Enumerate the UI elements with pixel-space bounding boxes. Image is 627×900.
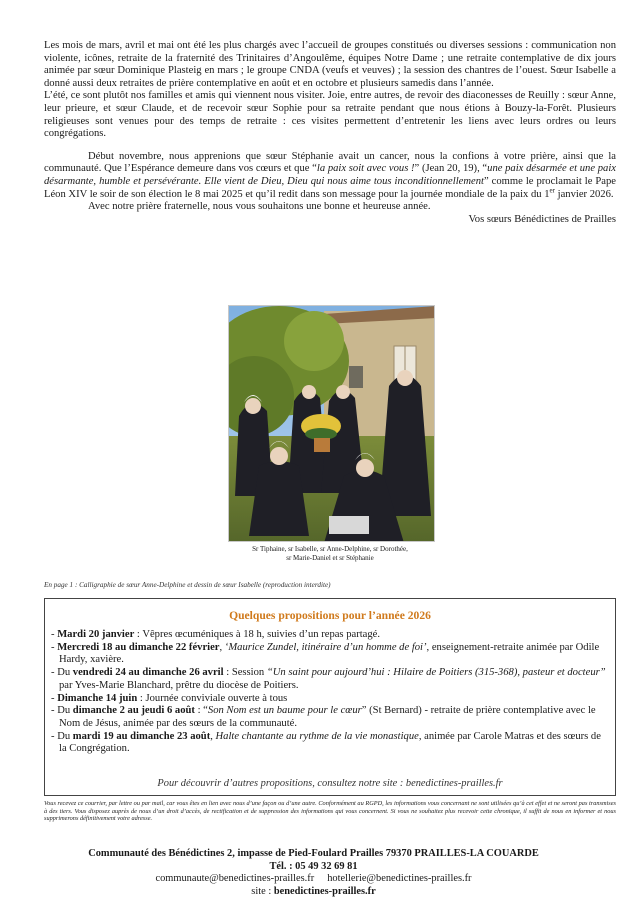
intro-text (44, 40, 616, 226)
propositions-title: Quelques propositions pour l’année 2026 (229, 609, 431, 622)
contact-footer (0, 848, 627, 898)
list-item: - Mardi 20 janvier : Vêpres œcuméniques à 18 h, suivies d’un repas partagé. (51, 629, 381, 640)
list-item: - Dimanche 14 juin : Journée conviviale ouverte à tous (51, 692, 288, 704)
list-item: - Du vendredi 24 au dimanche 26 avril : Session “Un saint pour aujourd’hui : Hilaire de Poitiers (315-368), pasteur et docteur” par Yves-Marie Blanchard, prêtre du diocèse de Poitiers. (51, 667, 606, 691)
caption-line-1: Sr Tiphaine, sr Isabelle, sr Anne-Delphine, sr Dorothée, (252, 545, 408, 553)
signature: Vos sœurs Bénédictines de Prailles (468, 213, 616, 225)
paragraph-november: Début novembre, nous apprenions que sœur Stéphanie avait un cancer, nous la confions à votre prière, ainsi que la communauté. Que l’Espérance demeure dans vos cœurs et que “la paix soit avec vous !” (Jean 20, 19), “une paix désarmée et une paix désarmante, humble et persévérante. Elle vient de Dieu, Dieu qui nous aime tous inconditionnellement” comme le proclamait le Pape Léon XIV le soir de son élection le 8 mai 2025 et qu’il redit dans son message pour la journée mondiale de la paix du 1er janvier 2026. (44, 150, 616, 200)
paragraph-wishes: Avec notre prière fraternelle, nous vous souhaitons une bonne et heureuse année. (88, 201, 431, 213)
list-item: - Du mardi 19 au dimanche 23 août, Halte chantante au rythme de la vie monastique, animée par Carole Matras et des sœurs de la Congrégation. (51, 730, 601, 755)
community-photo (228, 305, 435, 542)
website-link[interactable]: benedictines-prailles.fr (273, 885, 376, 897)
photo-caption (200, 545, 460, 563)
list-item: - Du dimanche 2 au jeudi 6 août : “Son Nom est un baume pour le cœur” (St Bernard) - retraite de prière contemplative avec le Nom de Jésus, animée par des sœurs de la communauté. (51, 705, 596, 729)
site-line: site : benedictines-prailles.fr (251, 885, 376, 897)
caption-line-2: sr Marie-Daniel et sr Stéphanie (286, 554, 374, 562)
address: Communauté des Bénédictines 2, impasse de Pied-Foulard Prailles 79370 PRAILLES-LA COUARDE (88, 848, 539, 859)
email-line (0, 873, 627, 886)
list-item: - Mercredi 18 au dimanche 22 février, ‘Maurice Zundel, itinéraire d’un homme de foi’, enseignement-retraite animée par Odile Hardy, xavière. (51, 641, 600, 666)
paragraph-summer: L’été, ce sont plutôt nos familles et amis qui viennent nous visiter. Joie, entre autres, de revoir des diaconesses de Reuilly : sœur Anne, leur prieure, et sœur Claude, et de recevoir sœur Sophie pour sa retraite pendant que nous étions à Bouzy-la-Forêt. Plusieurs religieuses sont venues pour des temps de retraite : ces visites permettent d’entretenir les liens avec leurs ordres ou leurs congrégations. (44, 90, 616, 140)
quote-pope: une paix désarmée et une paix désarmante, humble et persévérante. Elle vient de Dieu, Dieu qui nous aime tous inconditionnellement (44, 163, 616, 187)
image-credit: En page 1 : Calligraphie de sœur Anne-Delphine et dessin de sœur Isabelle (reproduction interdite) (44, 581, 331, 589)
paragraph-groups: Les mois de mars, avril et mai ont été les plus chargés avec l’accueil de groupes constitués ou diverses sessions : communication non violente, icônes, retraite de la fraternité des Trinitaires d’Angoulême, équipes Notre Dame ; une retraite contemplative de dix jours animée par sœur Dominique Plasteig en mars ; le groupe CNDA (veufs et veuves) ; la session des chantres de l’ouest. Sœur Isabelle a donné aussi deux retraites de prière contemplative en août et en octobre et plusieurs samedis dans l’année. (44, 40, 616, 89)
propositions-list (51, 629, 609, 756)
phone: Tél. : 05 49 32 69 81 (269, 860, 358, 872)
email-hotellerie-link[interactable]: hotellerie@benedictines-prailles.fr (327, 873, 472, 884)
propositions-box (44, 598, 616, 796)
propositions-footer: Pour découvrir d’autres propositions, consultez notre site : benedictines-prailles.fr (157, 778, 503, 789)
gdpr-notice: Vous recevez ce courrier, par lettre ou par mail, car vous êtes en lien avec nous d’une façon ou d’une autre. Conformément au RGPD, les informations vous concernant ne sont utilisées qu’à cet effet et ne seront pas transmises à des tiers. Vous disposez auprès de nous d’un droit d’accès, de rectification et de suppression des informations qui vous concernent. Si vous ne souhaitez plus recevoir cette chronique, il suffit de nous en informer et nous supprimerons définitivement votre adresse. (44, 800, 616, 823)
quote-peace: la paix soit avec vous ! (316, 163, 415, 175)
email-communaute-link[interactable]: communaute@benedictines-prailles.fr (155, 873, 315, 884)
